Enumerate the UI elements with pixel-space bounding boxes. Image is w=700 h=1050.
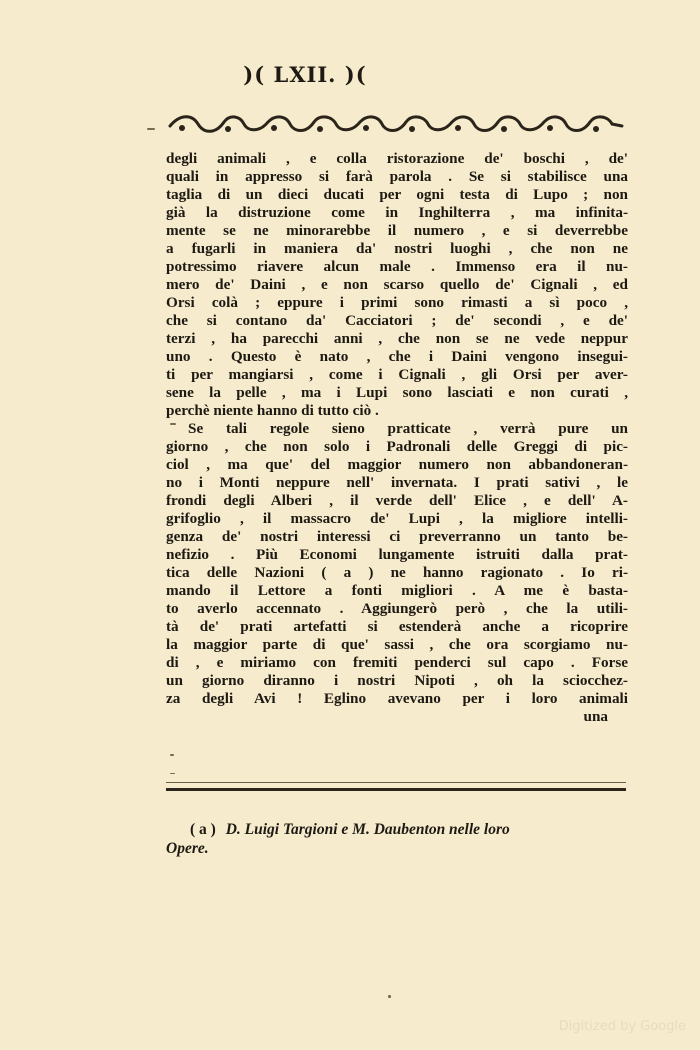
- page-number-header: )( LXII. )(: [243, 62, 367, 87]
- text-line: no i Monti neppure nell' invernata. I prati sativi , le: [166, 474, 628, 491]
- paper-speck: [170, 773, 175, 774]
- text-line: ti per mangiarsi , come i Cignali , gli Orsi per aver-: [166, 366, 628, 383]
- text-line: la maggior parte di que' sassi , che ora scorgiamo nu-: [166, 636, 628, 653]
- text-line: tà de' prati artefatti si estenderà anche a ricoprire: [166, 618, 628, 635]
- footnote-marker: ( a ): [190, 821, 216, 838]
- paper-speck: [170, 754, 174, 756]
- paper-speck: [147, 128, 155, 130]
- footnote-line-2: Opere.: [166, 840, 209, 857]
- text-line: ciol , ma que' del maggior numero non abbandoneran-: [166, 456, 628, 473]
- text-line: a fugarli in maniera da' nostri luoghi , che non ne: [166, 240, 628, 257]
- text-line: terzi , ha parecchi anni , che non se ne vede neppur: [166, 330, 628, 347]
- watermark: Digitized by Google: [558, 1019, 686, 1034]
- footnote-divider: [166, 788, 626, 791]
- text-line: grifoglio , il massacro de' Lupi , la migliore intelli-: [166, 510, 628, 527]
- text-line: uno . Questo è nato , che i Daini vengono insegui-: [166, 348, 628, 365]
- decorative-ornament-band: [168, 112, 624, 136]
- text-line: giorno , che non solo i Padronali delle Greggi di pic-: [166, 438, 628, 455]
- paper-speck: [170, 423, 176, 425]
- text-line: tica delle Nazioni ( a ) ne hanno ragionato . Io ri-: [166, 564, 628, 581]
- text-line: degli animali , e colla ristorazione de' boschi , de': [166, 150, 628, 167]
- text-line: frondi degli Alberi , il verde dell' Elice , e dell' A-: [166, 492, 628, 509]
- text-line-paragraph-start: Se tali regole sieno pratticate , verrà pure un: [188, 420, 628, 437]
- text-line: mero de' Daini , e non scarso quello de' Cignali , ed: [166, 276, 628, 293]
- text-line: genza de' nostri interessi ci preverranno un tanto be-: [166, 528, 628, 545]
- text-line: za degli Avi ! Eglino avevano per i loro animali: [166, 690, 628, 707]
- text-line: perchè niente hanno di tutto ciò .: [166, 402, 379, 419]
- text-line: di , e miriamo con fremiti penderci sul capo . Forse: [166, 654, 628, 671]
- text-line: to averlo accennato . Aggiungerò però , che la utili-: [166, 600, 628, 617]
- text-line: sene la pelle , ma i Lupi sono lasciati e non curati ,: [166, 384, 628, 401]
- text-line: potressimo riavere alcun male . Immenso era il nu-: [166, 258, 628, 275]
- footnote-text: D. Luigi Targioni e M. Daubenton nelle loro: [225, 821, 510, 838]
- text-line: un giorno diranno i nostri Nipoti , oh la sciocchez-: [166, 672, 628, 689]
- text-line: mando il Lettore a fonti migliori . A me è basta-: [166, 582, 628, 599]
- footnote: [166, 820, 636, 858]
- text-line: quali in appresso si farà parola . Se si stabilisce una: [166, 168, 628, 185]
- text-line: che si contano da' Cacciatori ; de' secondi , e de': [166, 312, 628, 329]
- text-line: già la distruzione come in Inghilterra , ma infinita-: [166, 204, 628, 221]
- footnote-divider-thin: [166, 782, 626, 783]
- text-line: nefizio . Più Economi lungamente istruiti dalla prat-: [166, 546, 628, 563]
- text-line: mente se ne minorarebbe il numero , e si deverrebbe: [166, 222, 628, 239]
- footnote-line-1: [166, 820, 636, 839]
- catchword: una: [583, 708, 608, 725]
- main-text-block: [166, 150, 628, 726]
- text-line: taglia di un dieci ducati per ogni testa di Lupo ; non: [166, 186, 628, 203]
- text-line: Orsi colà ; eppure i primi sono rimasti a sì poco ,: [166, 294, 628, 311]
- paper-speck: [388, 995, 391, 998]
